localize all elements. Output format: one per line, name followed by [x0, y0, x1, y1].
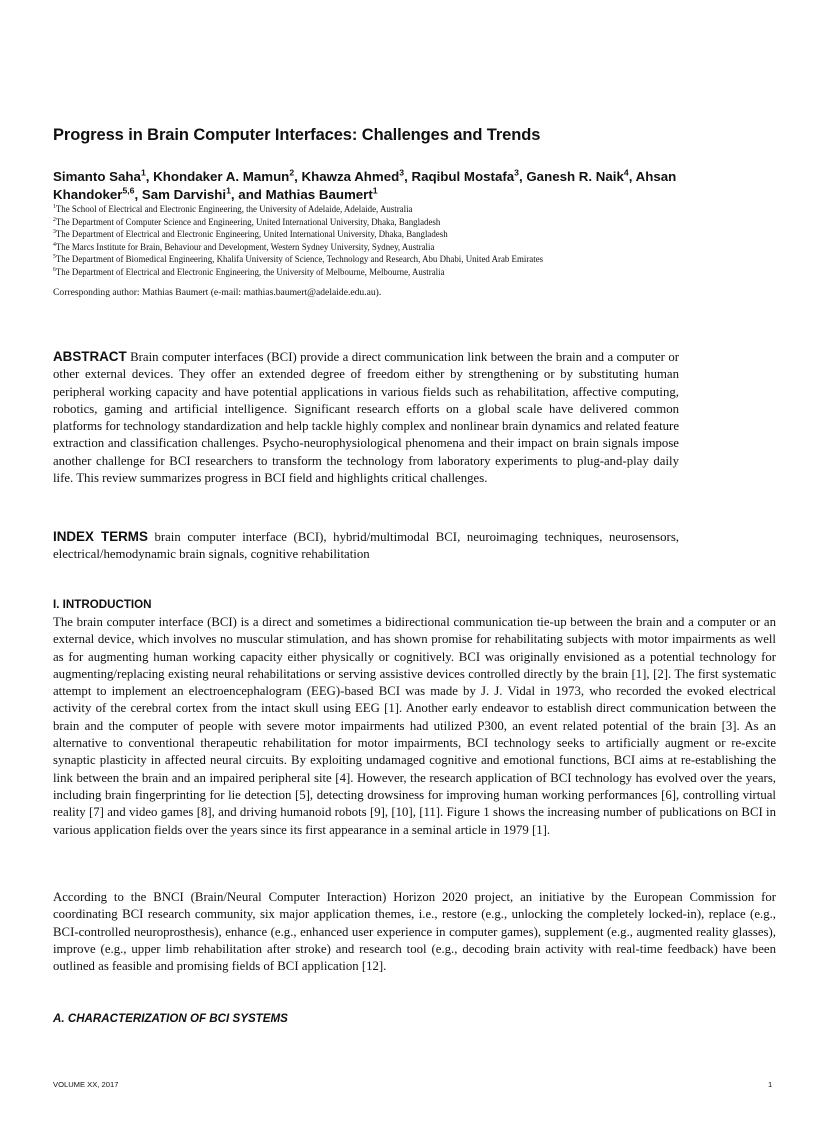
author-separator: ,: [145, 169, 154, 184]
affiliation-number: 2: [53, 216, 56, 223]
author-separator: , and: [230, 186, 266, 202]
index-terms-text: brain computer interface (BCI), hybrid/multimodal BCI, neuroimaging techniques, neurosensors, electrical/hemodynamic brain signals, cognitive rehabilitation: [53, 530, 679, 562]
affiliation-list: [53, 203, 793, 279]
author-name: Raqibul Mostafa: [411, 169, 515, 184]
footer-page-number: 1: [768, 1080, 773, 1089]
abstract-label: ABSTRACT: [53, 349, 127, 364]
affiliation-number: 3: [53, 229, 56, 236]
author-affiliation-marker: 4: [623, 167, 629, 178]
affiliation-text: The Marcs Institute for Brain, Behaviour and Development, Western Sydney University, Sydney, Australia: [55, 241, 435, 252]
author-separator: ,: [404, 169, 412, 184]
author-name: Ganesh R. Naik: [526, 169, 624, 184]
abstract: [53, 348, 679, 487]
affiliation-item: [53, 253, 793, 266]
author-name: Khondaker A. Mamun: [153, 169, 290, 184]
affiliation-item: [53, 216, 793, 229]
affiliation-text: The Department of Electrical and Electronic Engineering, United International University, Dhaka, Bangladesh: [55, 229, 448, 240]
corresponding-author: Corresponding author: Mathias Baumert (e-mail: mathias.baumert@adelaide.edu.au).: [53, 287, 382, 298]
affiliation-number: 5: [53, 254, 56, 261]
index-terms: [53, 528, 679, 564]
abstract-text: Brain computer interfaces (BCI) provide a direct communication link between the brain and a computer or other external devices. They offer an extended degree of freedom either by strengthening or by substituting human peripheral working capacity and have potential applications in various fields such as rehabilitation, affective computing, robotics, gaming and artificial intelligence. Significant research efforts on a global scale have delivered common platforms for technology standardization and help tackle highly complex and nonlinear brain dynamics and related feature extraction and classification challenges. Psycho-neurophysiological phenomena and their impact on brain signals impose another challenge for BCI researchers to transform the technology from laboratory experiments to plug-and-play daily life. This review summarizes progress in BCI field and highlights critical challenges.: [53, 350, 679, 486]
affiliation-item: [53, 228, 793, 241]
index-terms-label: INDEX TERMS: [53, 529, 148, 544]
author-separator: ,: [134, 186, 142, 202]
author-affiliation-marker: 1: [372, 185, 378, 196]
author-name: Khawza Ahmed: [301, 169, 400, 184]
author-affiliation-marker: 3: [399, 167, 405, 178]
affiliation-item: [53, 266, 793, 279]
affiliation-number: 1: [53, 204, 56, 211]
footer-volume: VOLUME XX, 2017: [53, 1080, 119, 1089]
author-name: Sam Darvishi: [141, 186, 227, 202]
introduction-paragraph-2: According to the BNCI (Brain/Neural Computer Interaction) Horizon 2020 project, an initiative by the European Commission for coordinating BCI research community, six major application themes, i.e., restore (e.g., unlocking the completely locked-in), replace (e.g., BCI-controlled neuroprosthesis), enhance (e.g., enhanced user experience in computer games), supplement (e.g., augmented reality glasses), improve (e.g., upper limb rehabilitation after stroke) and research tool (e.g., decoding brain activity with real-time feedback) have been outlined as feasible and promising fields of BCI application [12].: [53, 890, 776, 974]
author-separator: ,: [518, 169, 527, 184]
affiliation-text: The School of Electrical and Electronic Engineering, the University of Adelaide, Adelaide, Australia: [55, 204, 413, 214]
affiliation-text: The Department of Biomedical Engineering, Khalifa University of Science, Technology and Research, Abu Dhabi, United Arab Emirates: [55, 254, 544, 265]
section-heading-introduction: I. INTRODUCTION: [53, 598, 152, 611]
author-list: [53, 168, 693, 203]
paper-title: Progress in Brain Computer Interfaces: Challenges and Trends: [53, 126, 541, 144]
affiliation-number: 4: [53, 241, 56, 248]
author-separator: ,: [294, 169, 302, 184]
affiliation-item: [53, 241, 793, 254]
author-separator: ,: [628, 169, 636, 184]
affiliation-number: 6: [53, 267, 56, 273]
affiliation-text: The Department of Electrical and Electronic Engineering, the University of Melbourne, Melbourne, Australia: [55, 266, 445, 277]
affiliation-item: [53, 203, 793, 216]
author-name: Ahsan Khandoker: [53, 169, 677, 202]
author-affiliation-marker: 1: [140, 167, 146, 178]
author-name: Mathias Baumert: [265, 186, 373, 202]
author-affiliation-marker: 1: [226, 185, 231, 196]
author-name: Simanto Saha: [53, 169, 141, 184]
author-affiliation-marker: 3: [514, 167, 519, 178]
author-affiliation-marker: 2: [289, 167, 295, 178]
author-affiliation-marker: 5,6: [122, 185, 135, 196]
affiliation-text: The Department of Computer Science and Engineering, United International University, Dhaka, Bangladesh: [55, 216, 441, 227]
introduction-paragraph-1: The brain computer interface (BCI) is a direct and sometimes a bidirectional communication tie-up between the brain and a computer or an external device, which involves no muscular stimulation, and has shown promise for rehabilitating subjects with motor impairments as well as for augmenting human working capacity either physically or cognitively. BCI was originally envisioned as a potential technology for augmenting/replacing existing neural rehabilitations or serving assistive devices controlled directly by the brain [1], [2]. The first systematic attempt to implement an electroencephalogram (EEG)-based BCI was made by J. J. Vidal in 1973, who recorded the evoked electrical activity of the cerebral cortex from the intact skull using EEG [1]. Another early endeavor to establish direct communication between the brain and the computer of people with severe motor impairments had utilized P300, an event related potential of the brain [3]. As an alternative to conventional therapeutic rehabilitation for motor impairments, BCI technology seeks to artificially augment or re-excite synaptic plasticity in affected neural circuits. By exploiting undamaged cognitive and emotional functions, BCI aims at re-establishing the link between the brain and an impaired peripheral site [4]. However, the research application of BCI technology has evolved over the years, including brain fingerprinting for lie detection [5], detecting drowsiness for improving human working performances [6], controlling virtual reality [7] and video games [8], and driving humanoid robots [9], [10], [11]. Figure 1 shows the increasing number of publications on BCI in various application fields over the years since its first appearance in a seminal article in 1979 [1].: [53, 615, 776, 837]
subsection-heading-characterization: A. CHARACTERIZATION OF BCI SYSTEMS: [53, 1012, 288, 1025]
